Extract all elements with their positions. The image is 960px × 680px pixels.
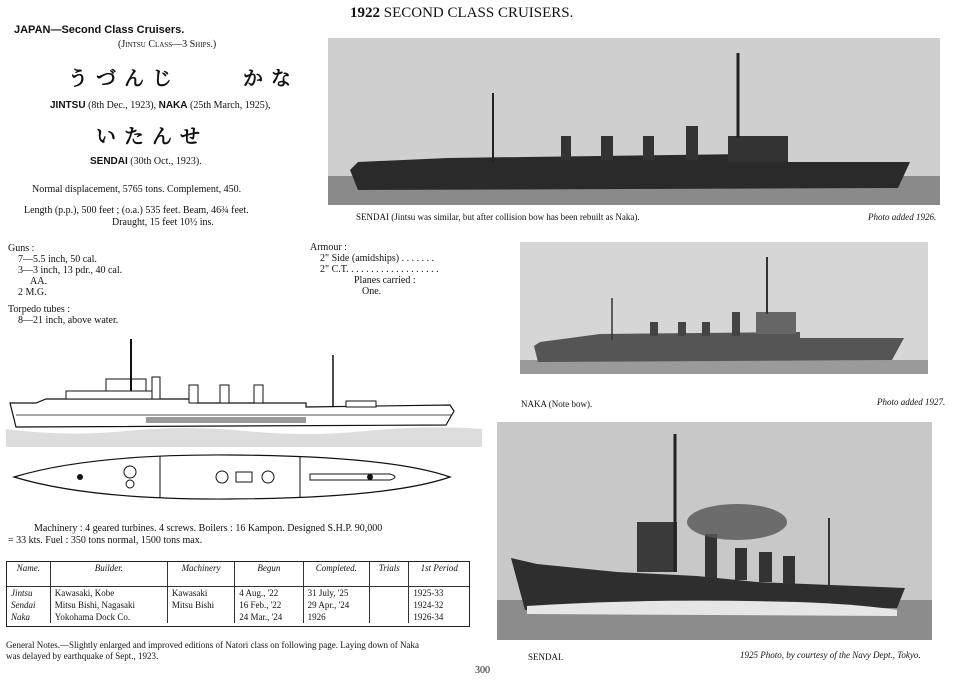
photo-1-caption: SENDAI (Jintsu was similar, but after collision bow has been rebuilt as Naka). [356,212,640,222]
ship-profile-drawing [6,335,482,447]
displacement-text: Normal displacement, 5765 tons. Complement, 450. [32,184,242,195]
cell-builder: Mitsu Bishi, Nagasaki [50,599,167,611]
cell-trials [370,599,409,611]
names-line-2 [90,156,202,167]
planes-value: One. [362,286,382,297]
photo-naka [520,242,928,374]
header-year: 1922 [350,5,380,21]
planes-heading: Planes carried : [354,275,416,286]
col-begun: Begun [235,562,303,587]
gun-item: 3—3 inch, 13 pdr., 40 cal. [18,265,123,276]
page-number: 300 [475,665,490,676]
cell-trials [370,587,409,600]
length-text: Length (p.p.), 500 feet ; (o.a.) 535 feet. Beam, 46¾ feet. [24,205,249,216]
cell-name: Naka [11,612,30,622]
cell-period: 1924-32 [409,599,469,611]
armour-item: 2" Side (amidships) . . . . . . . [320,253,435,264]
names-line-1 [50,100,271,111]
cell-machinery: Kawasaki [167,587,234,600]
guns-block [8,243,122,298]
table-row [7,599,469,611]
torpedo-block [8,304,118,326]
table-header-row [7,562,469,587]
cell-completed: 31 July, '25 [303,587,369,600]
cell-period: 1925-33 [409,587,469,600]
photo-2-caption: NAKA (Note bow). [521,399,593,409]
cell-machinery [167,611,234,623]
cell-name: Sendai [11,600,36,610]
machinery-line-2: = 33 kts. Fuel : 350 tons normal, 1500 tons max. [8,535,203,546]
table-row [7,587,469,600]
cell-completed: 1926 [303,611,369,623]
armour-heading: Armour : [310,242,347,253]
page-header [350,5,573,22]
col-trials: Trials [370,562,409,587]
photo-sendai-2 [497,422,932,640]
photo-3-caption: SENDAI. [528,652,564,662]
cell-begun: 4 Aug., '22 [235,587,303,600]
col-period: 1st Period [409,562,469,587]
build-table [7,562,469,623]
cell-begun: 16 Feb., '22 [235,599,303,611]
name-naka: NAKA [158,100,188,111]
col-builder: Builder. [50,562,167,587]
photo-3-credit: 1925 Photo, by courtesy of the Navy Dept., Tokyo. [740,650,921,660]
photo-2-credit: Photo added 1927. [877,397,946,407]
photo-sendai-1 [328,38,940,205]
torpedo-item: 8—21 inch, above water. [18,315,119,326]
cell-builder: Kawasaki, Kobe [50,587,167,600]
naka-launch: (25th March, 1925), [190,100,271,111]
armour-item: 2" C.T. . . . . . . . . . . . . . . . . . . [320,264,439,275]
class-note: (Jintsu Class—3 Ships.) [118,39,217,50]
sendai-launch: (30th Oct., 1923). [130,156,202,167]
gun-item: AA. [30,276,47,287]
guns-heading: Guns : [8,243,35,254]
jintsu-launch: (8th Dec., 1923), [88,100,157,111]
armour-block [310,242,439,297]
general-notes-line-1: General Notes.—Slightly enlarged and improved editions of Natori class on following page. Laying down of Naka [6,640,419,650]
general-notes-line-2: was delayed by earthquake of Sept., 1923. [6,651,159,661]
kana-jintsu: うづんじ [68,68,180,90]
cell-builder: Yokohama Dock Co. [50,611,167,623]
gun-item: 7—5.5 inch, 50 cal. [18,254,97,265]
col-completed: Completed. [303,562,369,587]
gun-item: 2 M.G. [18,287,47,298]
draught-text: Draught, 15 feet 10½ ins. [112,217,214,228]
machinery-line-1: Machinery : 4 geared turbines. 4 screws. Boilers : 16 Kampon. Designed S.H.P. 90,000 [34,523,383,534]
cell-name: Jintsu [11,588,33,598]
cell-completed: 29 Apr., '24 [303,599,369,611]
col-machinery: Machinery [167,562,234,587]
kana-naka: かな [243,68,299,90]
name-sendai: SENDAI [90,156,128,167]
cell-period: 1926-34 [409,611,469,623]
name-jintsu: JINTSU [50,100,86,111]
header-title: SECOND CLASS CRUISERS. [383,5,574,21]
build-table-frame [6,561,470,627]
cell-begun: 24 Mar., '24 [235,611,303,623]
cell-trials [370,611,409,623]
torpedo-heading: Torpedo tubes : [8,304,71,315]
cell-machinery: Mitsu Bishi [167,599,234,611]
col-name: Name. [7,562,50,587]
photo-1-credit: Photo added 1926. [868,212,937,222]
ship-plan-drawing [10,452,455,502]
kana-sendai: いたんせ [96,126,208,148]
country-heading: JAPAN—Second Class Cruisers. [14,24,185,36]
table-row [7,611,469,623]
